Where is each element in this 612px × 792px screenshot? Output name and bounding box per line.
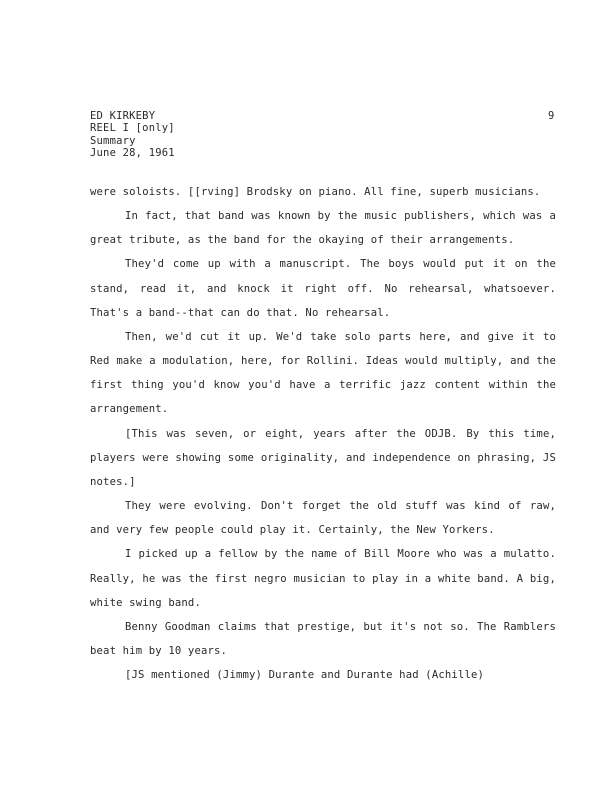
paragraph-editor-note: [This was seven, or eight, years after the ODJB. By this time, players were showing some originality, and independence on phrasing, JS notes.] (90, 427, 556, 488)
paragraph: They'd come up with a manuscript. The boys would put it on the stand, read it, and knock it right off. No rehearsal, whatsoever. That's a band--that can do that. No rehearsal. (90, 258, 556, 319)
document-type: Summary (90, 134, 136, 147)
document-body (90, 180, 556, 687)
paragraph-continuation: were soloists. [[rving] Brodsky on piano. All fine, superb musicians. (90, 186, 541, 198)
page-number: 9 (548, 110, 555, 122)
interviewee-name: ED KIRKEBY (90, 110, 156, 122)
interview-date: June 28, 1961 (90, 147, 175, 160)
paragraph: Then, we'd cut it up. We'd take solo parts here, and give it to Red make a modulation, here, for Rollini. Ideas would multiply, and the first thing you'd know you'd have a terrific jazz content within the arrangement. (90, 330, 556, 416)
document-header (90, 110, 175, 160)
paragraph-editor-note: [JS mentioned (Jimmy) Durante and Durante had (Achille) (125, 669, 485, 682)
paragraph: They were evolving. Don't forget the old stuff was kind of raw, and very few people could play it. Certainly, the New Yorkers. (90, 500, 556, 537)
paragraph: In fact, that band was known by the music publishers, which was a great tribute, as the band for the okaying of their arrangements. (90, 210, 556, 247)
paragraph: Benny Goodman claims that prestige, but it's not so. The Ramblers beat him by 10 years. (90, 620, 556, 657)
paragraph: I picked up a fellow by the name of Bill Moore who was a mulatto. Really, he was the first negro musician to play in a white band. A big, white swing band. (90, 548, 556, 609)
reel-label: REEL I [only] (90, 122, 175, 135)
